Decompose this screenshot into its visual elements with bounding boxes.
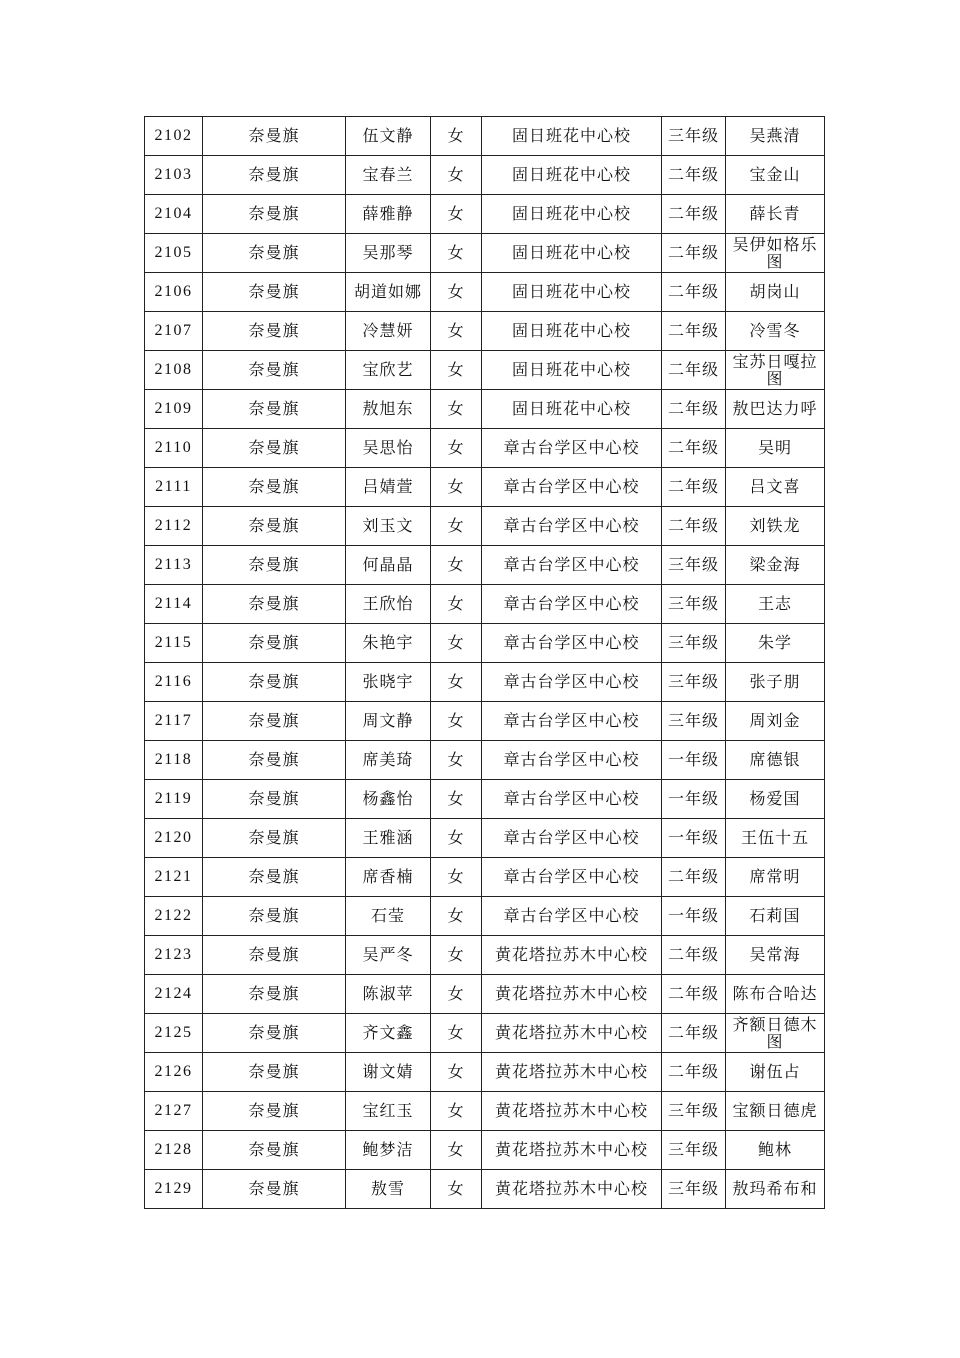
county-cell: 奈曼旗	[203, 156, 346, 195]
grade-cell: 三年级	[662, 546, 726, 585]
grade-cell: 二年级	[662, 1053, 726, 1092]
county-cell: 奈曼旗	[203, 1092, 346, 1131]
row-number-cell: 2121	[145, 858, 203, 897]
row-number-cell: 2129	[145, 1170, 203, 1209]
row-number-cell: 2112	[145, 507, 203, 546]
county-cell: 奈曼旗	[203, 507, 346, 546]
table-row	[145, 585, 825, 624]
gender-cell: 女	[431, 429, 482, 468]
row-number-cell: 2117	[145, 702, 203, 741]
row-number-cell: 2128	[145, 1131, 203, 1170]
county-cell: 奈曼旗	[203, 312, 346, 351]
school-cell: 固日班花中心校	[482, 390, 662, 429]
student-name-cell: 敖旭东	[346, 390, 431, 429]
county-cell: 奈曼旗	[203, 624, 346, 663]
grade-cell: 二年级	[662, 936, 726, 975]
row-number-cell: 2102	[145, 117, 203, 156]
grade-cell: 三年级	[662, 624, 726, 663]
gender-cell: 女	[431, 1092, 482, 1131]
grade-cell: 二年级	[662, 273, 726, 312]
county-cell: 奈曼旗	[203, 780, 346, 819]
grade-cell: 一年级	[662, 780, 726, 819]
parent-name-cell: 谢伍占	[726, 1053, 825, 1092]
student-name-cell: 朱艳宇	[346, 624, 431, 663]
row-number-cell: 2105	[145, 234, 203, 273]
table-row	[145, 1092, 825, 1131]
student-name-cell: 宝欣艺	[346, 351, 431, 390]
gender-cell: 女	[431, 975, 482, 1014]
grade-cell: 一年级	[662, 741, 726, 780]
row-number-cell: 2126	[145, 1053, 203, 1092]
row-number-cell: 2109	[145, 390, 203, 429]
grade-cell: 二年级	[662, 312, 726, 351]
grade-cell: 二年级	[662, 507, 726, 546]
row-number-cell: 2127	[145, 1092, 203, 1131]
gender-cell: 女	[431, 273, 482, 312]
parent-name-cell: 吕文喜	[726, 468, 825, 507]
roster-body	[145, 117, 825, 1209]
county-cell: 奈曼旗	[203, 273, 346, 312]
gender-cell: 女	[431, 1131, 482, 1170]
school-cell: 固日班花中心校	[482, 117, 662, 156]
table-row	[145, 195, 825, 234]
gender-cell: 女	[431, 156, 482, 195]
grade-cell: 二年级	[662, 975, 726, 1014]
student-name-cell: 刘玉文	[346, 507, 431, 546]
gender-cell: 女	[431, 1170, 482, 1209]
county-cell: 奈曼旗	[203, 195, 346, 234]
student-name-cell: 伍文静	[346, 117, 431, 156]
parent-name-cell: 宝苏日嘎拉图	[726, 351, 825, 390]
school-cell: 固日班花中心校	[482, 195, 662, 234]
student-name-cell: 张晓宇	[346, 663, 431, 702]
table-row	[145, 780, 825, 819]
county-cell: 奈曼旗	[203, 429, 346, 468]
school-cell: 黄花塔拉苏木中心校	[482, 1053, 662, 1092]
school-cell: 固日班花中心校	[482, 273, 662, 312]
county-cell: 奈曼旗	[203, 468, 346, 507]
school-cell: 章古台学区中心校	[482, 468, 662, 507]
grade-cell: 二年级	[662, 1014, 726, 1053]
table-row	[145, 702, 825, 741]
parent-name-cell: 齐额日德木图	[726, 1014, 825, 1053]
row-number-cell: 2115	[145, 624, 203, 663]
row-number-cell: 2104	[145, 195, 203, 234]
parent-name-cell: 周刘金	[726, 702, 825, 741]
student-name-cell: 王欣怡	[346, 585, 431, 624]
student-name-cell: 王雅涵	[346, 819, 431, 858]
table-row	[145, 351, 825, 390]
student-name-cell: 宝春兰	[346, 156, 431, 195]
grade-cell: 三年级	[662, 663, 726, 702]
student-name-cell: 冷慧妍	[346, 312, 431, 351]
county-cell: 奈曼旗	[203, 663, 346, 702]
county-cell: 奈曼旗	[203, 546, 346, 585]
school-cell: 章古台学区中心校	[482, 858, 662, 897]
county-cell: 奈曼旗	[203, 741, 346, 780]
school-cell: 黄花塔拉苏木中心校	[482, 1014, 662, 1053]
county-cell: 奈曼旗	[203, 1131, 346, 1170]
table-row	[145, 1170, 825, 1209]
gender-cell: 女	[431, 936, 482, 975]
county-cell: 奈曼旗	[203, 975, 346, 1014]
table-row	[145, 624, 825, 663]
grade-cell: 二年级	[662, 858, 726, 897]
county-cell: 奈曼旗	[203, 1014, 346, 1053]
student-name-cell: 吴那琴	[346, 234, 431, 273]
parent-name-cell: 薛长青	[726, 195, 825, 234]
county-cell: 奈曼旗	[203, 390, 346, 429]
gender-cell: 女	[431, 858, 482, 897]
table-row	[145, 312, 825, 351]
county-cell: 奈曼旗	[203, 819, 346, 858]
school-cell: 固日班花中心校	[482, 156, 662, 195]
county-cell: 奈曼旗	[203, 1170, 346, 1209]
student-name-cell: 胡道如娜	[346, 273, 431, 312]
student-name-cell: 谢文婧	[346, 1053, 431, 1092]
school-cell: 固日班花中心校	[482, 351, 662, 390]
student-name-cell: 杨鑫怡	[346, 780, 431, 819]
school-cell: 章古台学区中心校	[482, 585, 662, 624]
table-row	[145, 117, 825, 156]
student-name-cell: 敖雪	[346, 1170, 431, 1209]
gender-cell: 女	[431, 195, 482, 234]
parent-name-cell: 刘铁龙	[726, 507, 825, 546]
parent-name-cell: 胡岗山	[726, 273, 825, 312]
parent-name-cell: 吴燕清	[726, 117, 825, 156]
gender-cell: 女	[431, 390, 482, 429]
parent-name-cell: 张子朋	[726, 663, 825, 702]
parent-name-cell: 朱学	[726, 624, 825, 663]
school-cell: 黄花塔拉苏木中心校	[482, 936, 662, 975]
table-row	[145, 741, 825, 780]
grade-cell: 三年级	[662, 702, 726, 741]
gender-cell: 女	[431, 585, 482, 624]
parent-name-cell: 宝额日德虎	[726, 1092, 825, 1131]
school-cell: 章古台学区中心校	[482, 663, 662, 702]
table-row	[145, 819, 825, 858]
gender-cell: 女	[431, 819, 482, 858]
row-number-cell: 2107	[145, 312, 203, 351]
roster-table	[144, 116, 825, 1209]
school-cell: 章古台学区中心校	[482, 897, 662, 936]
row-number-cell: 2116	[145, 663, 203, 702]
row-number-cell: 2103	[145, 156, 203, 195]
row-number-cell: 2108	[145, 351, 203, 390]
gender-cell: 女	[431, 468, 482, 507]
student-name-cell: 薛雅静	[346, 195, 431, 234]
parent-name-cell: 敖巴达力呼	[726, 390, 825, 429]
row-number-cell: 2110	[145, 429, 203, 468]
parent-name-cell: 梁金海	[726, 546, 825, 585]
table-row	[145, 1014, 825, 1053]
gender-cell: 女	[431, 312, 482, 351]
county-cell: 奈曼旗	[203, 117, 346, 156]
table-row	[145, 429, 825, 468]
parent-name-cell: 王伍十五	[726, 819, 825, 858]
gender-cell: 女	[431, 546, 482, 585]
row-number-cell: 2113	[145, 546, 203, 585]
school-cell: 章古台学区中心校	[482, 507, 662, 546]
school-cell: 章古台学区中心校	[482, 702, 662, 741]
grade-cell: 二年级	[662, 234, 726, 273]
table-row	[145, 858, 825, 897]
student-name-cell: 吴思怡	[346, 429, 431, 468]
table-row	[145, 273, 825, 312]
gender-cell: 女	[431, 702, 482, 741]
parent-name-cell: 宝金山	[726, 156, 825, 195]
row-number-cell: 2122	[145, 897, 203, 936]
student-name-cell: 席美琦	[346, 741, 431, 780]
row-number-cell: 2118	[145, 741, 203, 780]
table-row	[145, 156, 825, 195]
school-cell: 章古台学区中心校	[482, 624, 662, 663]
grade-cell: 二年级	[662, 195, 726, 234]
parent-name-cell: 鲍林	[726, 1131, 825, 1170]
row-number-cell: 2124	[145, 975, 203, 1014]
table-row	[145, 975, 825, 1014]
student-name-cell: 齐文鑫	[346, 1014, 431, 1053]
gender-cell: 女	[431, 897, 482, 936]
county-cell: 奈曼旗	[203, 1053, 346, 1092]
grade-cell: 二年级	[662, 390, 726, 429]
gender-cell: 女	[431, 234, 482, 273]
table-row	[145, 936, 825, 975]
grade-cell: 三年级	[662, 1092, 726, 1131]
student-name-cell: 宝红玉	[346, 1092, 431, 1131]
school-cell: 黄花塔拉苏木中心校	[482, 1170, 662, 1209]
county-cell: 奈曼旗	[203, 936, 346, 975]
gender-cell: 女	[431, 1053, 482, 1092]
school-cell: 固日班花中心校	[482, 312, 662, 351]
student-name-cell: 周文静	[346, 702, 431, 741]
school-cell: 黄花塔拉苏木中心校	[482, 1092, 662, 1131]
grade-cell: 三年级	[662, 1131, 726, 1170]
row-number-cell: 2114	[145, 585, 203, 624]
gender-cell: 女	[431, 351, 482, 390]
row-number-cell: 2123	[145, 936, 203, 975]
parent-name-cell: 陈布合哈达	[726, 975, 825, 1014]
school-cell: 固日班花中心校	[482, 234, 662, 273]
school-cell: 章古台学区中心校	[482, 741, 662, 780]
grade-cell: 二年级	[662, 468, 726, 507]
parent-name-cell: 吴常海	[726, 936, 825, 975]
parent-name-cell: 王志	[726, 585, 825, 624]
parent-name-cell: 杨爱国	[726, 780, 825, 819]
county-cell: 奈曼旗	[203, 585, 346, 624]
county-cell: 奈曼旗	[203, 351, 346, 390]
grade-cell: 二年级	[662, 429, 726, 468]
grade-cell: 一年级	[662, 819, 726, 858]
gender-cell: 女	[431, 507, 482, 546]
gender-cell: 女	[431, 741, 482, 780]
table-row	[145, 234, 825, 273]
row-number-cell: 2119	[145, 780, 203, 819]
parent-name-cell: 石莉国	[726, 897, 825, 936]
student-name-cell: 石莹	[346, 897, 431, 936]
parent-name-cell: 吴伊如格乐图	[726, 234, 825, 273]
student-name-cell: 何晶晶	[346, 546, 431, 585]
table-row	[145, 897, 825, 936]
table-row	[145, 1053, 825, 1092]
county-cell: 奈曼旗	[203, 702, 346, 741]
student-name-cell: 鲍梦洁	[346, 1131, 431, 1170]
gender-cell: 女	[431, 780, 482, 819]
grade-cell: 三年级	[662, 585, 726, 624]
school-cell: 章古台学区中心校	[482, 429, 662, 468]
gender-cell: 女	[431, 1014, 482, 1053]
student-name-cell: 陈淑苹	[346, 975, 431, 1014]
gender-cell: 女	[431, 663, 482, 702]
row-number-cell: 2125	[145, 1014, 203, 1053]
school-cell: 黄花塔拉苏木中心校	[482, 975, 662, 1014]
student-name-cell: 吴严冬	[346, 936, 431, 975]
parent-name-cell: 敖玛希布和	[726, 1170, 825, 1209]
grade-cell: 二年级	[662, 351, 726, 390]
table-row	[145, 546, 825, 585]
table-row	[145, 468, 825, 507]
grade-cell: 二年级	[662, 156, 726, 195]
row-number-cell: 2106	[145, 273, 203, 312]
gender-cell: 女	[431, 624, 482, 663]
grade-cell: 三年级	[662, 117, 726, 156]
grade-cell: 三年级	[662, 1170, 726, 1209]
student-name-cell: 席香楠	[346, 858, 431, 897]
parent-name-cell: 席常明	[726, 858, 825, 897]
county-cell: 奈曼旗	[203, 858, 346, 897]
row-number-cell: 2111	[145, 468, 203, 507]
row-number-cell: 2120	[145, 819, 203, 858]
parent-name-cell: 冷雪冬	[726, 312, 825, 351]
school-cell: 章古台学区中心校	[482, 819, 662, 858]
parent-name-cell: 吴明	[726, 429, 825, 468]
school-cell: 章古台学区中心校	[482, 546, 662, 585]
table-row	[145, 1131, 825, 1170]
county-cell: 奈曼旗	[203, 897, 346, 936]
table-row	[145, 390, 825, 429]
school-cell: 黄花塔拉苏木中心校	[482, 1131, 662, 1170]
table-row	[145, 663, 825, 702]
county-cell: 奈曼旗	[203, 234, 346, 273]
table-row	[145, 507, 825, 546]
student-name-cell: 吕婧萱	[346, 468, 431, 507]
gender-cell: 女	[431, 117, 482, 156]
grade-cell: 一年级	[662, 897, 726, 936]
school-cell: 章古台学区中心校	[482, 780, 662, 819]
parent-name-cell: 席德银	[726, 741, 825, 780]
